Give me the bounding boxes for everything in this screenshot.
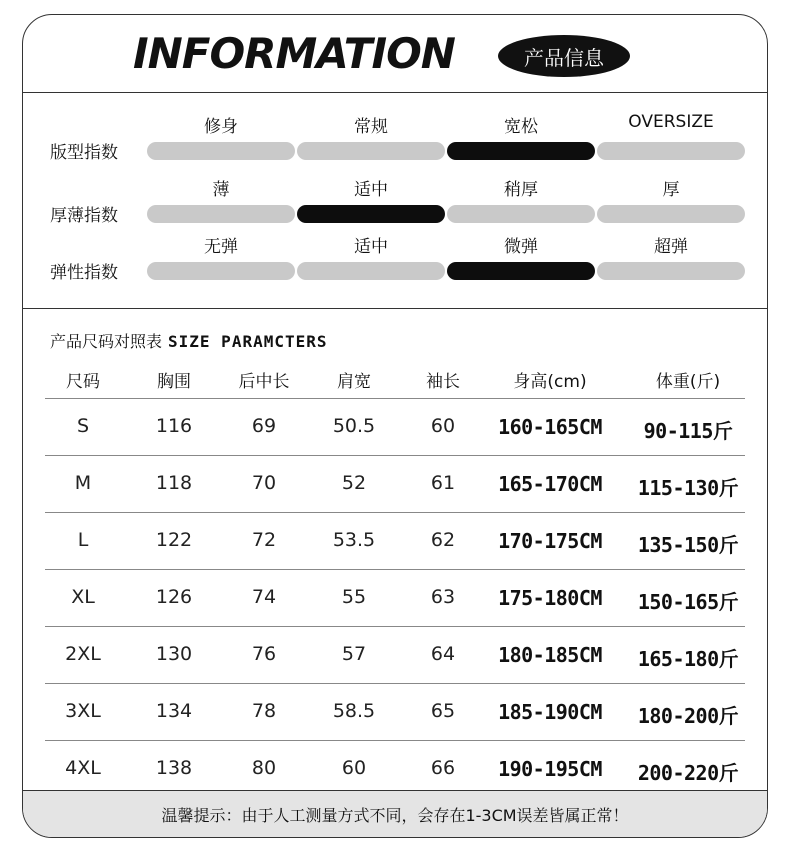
index-option-label: 适中: [354, 180, 388, 200]
product-info-card: [22, 14, 768, 838]
header-badge: 产品信息: [498, 35, 630, 77]
index-row-label: 弹性指数: [50, 263, 118, 283]
table-cell: 74: [251, 586, 277, 608]
table-cell: 138: [155, 757, 193, 779]
table-cell: 62: [430, 529, 456, 551]
table-cell: 175-180CM: [498, 586, 602, 610]
table-cell: 122: [155, 529, 193, 551]
table-row-divider: [45, 569, 745, 570]
size-table-title: [50, 329, 328, 352]
table-row-divider: [45, 626, 745, 627]
table-row-divider: [45, 398, 745, 399]
index-bar: [597, 142, 745, 160]
table-cell: 150-165斤: [637, 590, 739, 614]
table-header-cell: 袖长: [426, 372, 460, 392]
index-section: [23, 92, 767, 309]
table-header-cell: 后中长: [238, 372, 290, 392]
table-cell: 180-200斤: [637, 704, 739, 728]
table-cell: 3XL: [65, 700, 101, 722]
table-cell: 118: [155, 472, 193, 494]
table-cell: 57: [341, 643, 367, 665]
table-cell: 52: [341, 472, 367, 494]
table-cell: 53.5: [332, 529, 376, 551]
table-cell: 116: [155, 415, 193, 437]
index-option-label: 无弹: [204, 237, 238, 257]
footer: [23, 790, 767, 838]
index-bar: [447, 205, 595, 223]
index-option-label: 宽松: [504, 117, 538, 137]
table-cell: 185-190CM: [498, 700, 602, 724]
table-header-cell: 身高(cm): [513, 372, 587, 392]
table-cell: 50.5: [332, 415, 376, 437]
index-bar-selected: [447, 262, 595, 280]
table-cell: L: [77, 529, 89, 551]
index-option-label: 修身: [204, 117, 238, 137]
table-cell: 63: [430, 586, 456, 608]
index-bar: [147, 262, 295, 280]
table-cell: 160-165CM: [498, 415, 602, 439]
table-cell: 115-130斤: [637, 476, 739, 500]
table-cell: S: [76, 415, 90, 437]
index-bar: [297, 262, 445, 280]
table-cell: 55: [341, 586, 367, 608]
table-cell: 78: [251, 700, 277, 722]
index-row-label: 厚薄指数: [50, 206, 118, 226]
table-row-divider: [45, 512, 745, 513]
table-cell: 72: [251, 529, 277, 551]
table-cell: 170-175CM: [498, 529, 602, 553]
table-row-divider: [45, 740, 745, 741]
index-bar: [147, 205, 295, 223]
table-header-cell: 胸围: [157, 372, 191, 392]
table-cell: 126: [155, 586, 193, 608]
table-cell: 200-220斤: [637, 761, 739, 785]
table-cell: 180-185CM: [498, 643, 602, 667]
size-table-title-cn: 产品尺码对照表: [50, 332, 163, 351]
table-cell: 70: [251, 472, 277, 494]
table-cell: 165-180斤: [637, 647, 739, 671]
index-option-label: OVERSIZE: [628, 112, 714, 132]
table-cell: XL: [71, 586, 95, 608]
table-cell: 66: [430, 757, 456, 779]
table-header-cell: 尺码: [66, 372, 100, 392]
index-option-label: 薄: [212, 180, 230, 200]
table-cell: 90-115斤: [643, 419, 733, 443]
table-header-cell: 体重(斤): [655, 372, 721, 392]
index-bar-selected: [447, 142, 595, 160]
index-option-label: 厚: [662, 180, 680, 200]
table-cell: 60: [341, 757, 367, 779]
index-bar: [297, 142, 445, 160]
header-title: INFORMATION: [133, 29, 455, 78]
table-row-divider: [45, 683, 745, 684]
table-cell: 61: [430, 472, 456, 494]
table-row-divider: [45, 455, 745, 456]
table-cell: 58.5: [332, 700, 376, 722]
size-table-title-en: SIZE PARAMCTERS: [168, 332, 328, 351]
table-cell: 64: [430, 643, 456, 665]
index-option-label: 稍厚: [504, 180, 538, 200]
header: [23, 15, 767, 93]
table-header-cell: 肩宽: [337, 372, 371, 392]
table-cell: 2XL: [65, 643, 101, 665]
index-bar: [597, 205, 745, 223]
index-row-label: 版型指数: [50, 143, 118, 163]
table-cell: 135-150斤: [637, 533, 739, 557]
footer-note: 温馨提示：由于人工测量方式不同，会存在1-3CM误差皆属正常！: [161, 806, 629, 825]
index-bar: [147, 142, 295, 160]
table-cell: 130: [155, 643, 193, 665]
table-cell: 76: [251, 643, 277, 665]
index-bar: [597, 262, 745, 280]
index-bar-selected: [297, 205, 445, 223]
index-option-label: 超弹: [654, 237, 688, 257]
index-option-label: 常规: [354, 117, 388, 137]
table-cell: 134: [155, 700, 193, 722]
table-cell: 80: [251, 757, 277, 779]
table-cell: 65: [430, 700, 456, 722]
table-cell: 69: [251, 415, 277, 437]
table-cell: M: [74, 472, 92, 494]
index-option-label: 微弹: [504, 237, 538, 257]
table-cell: 190-195CM: [498, 757, 602, 781]
table-cell: 4XL: [65, 757, 101, 779]
table-cell: 165-170CM: [498, 472, 602, 496]
table-cell: 60: [430, 415, 456, 437]
index-option-label: 适中: [354, 237, 388, 257]
